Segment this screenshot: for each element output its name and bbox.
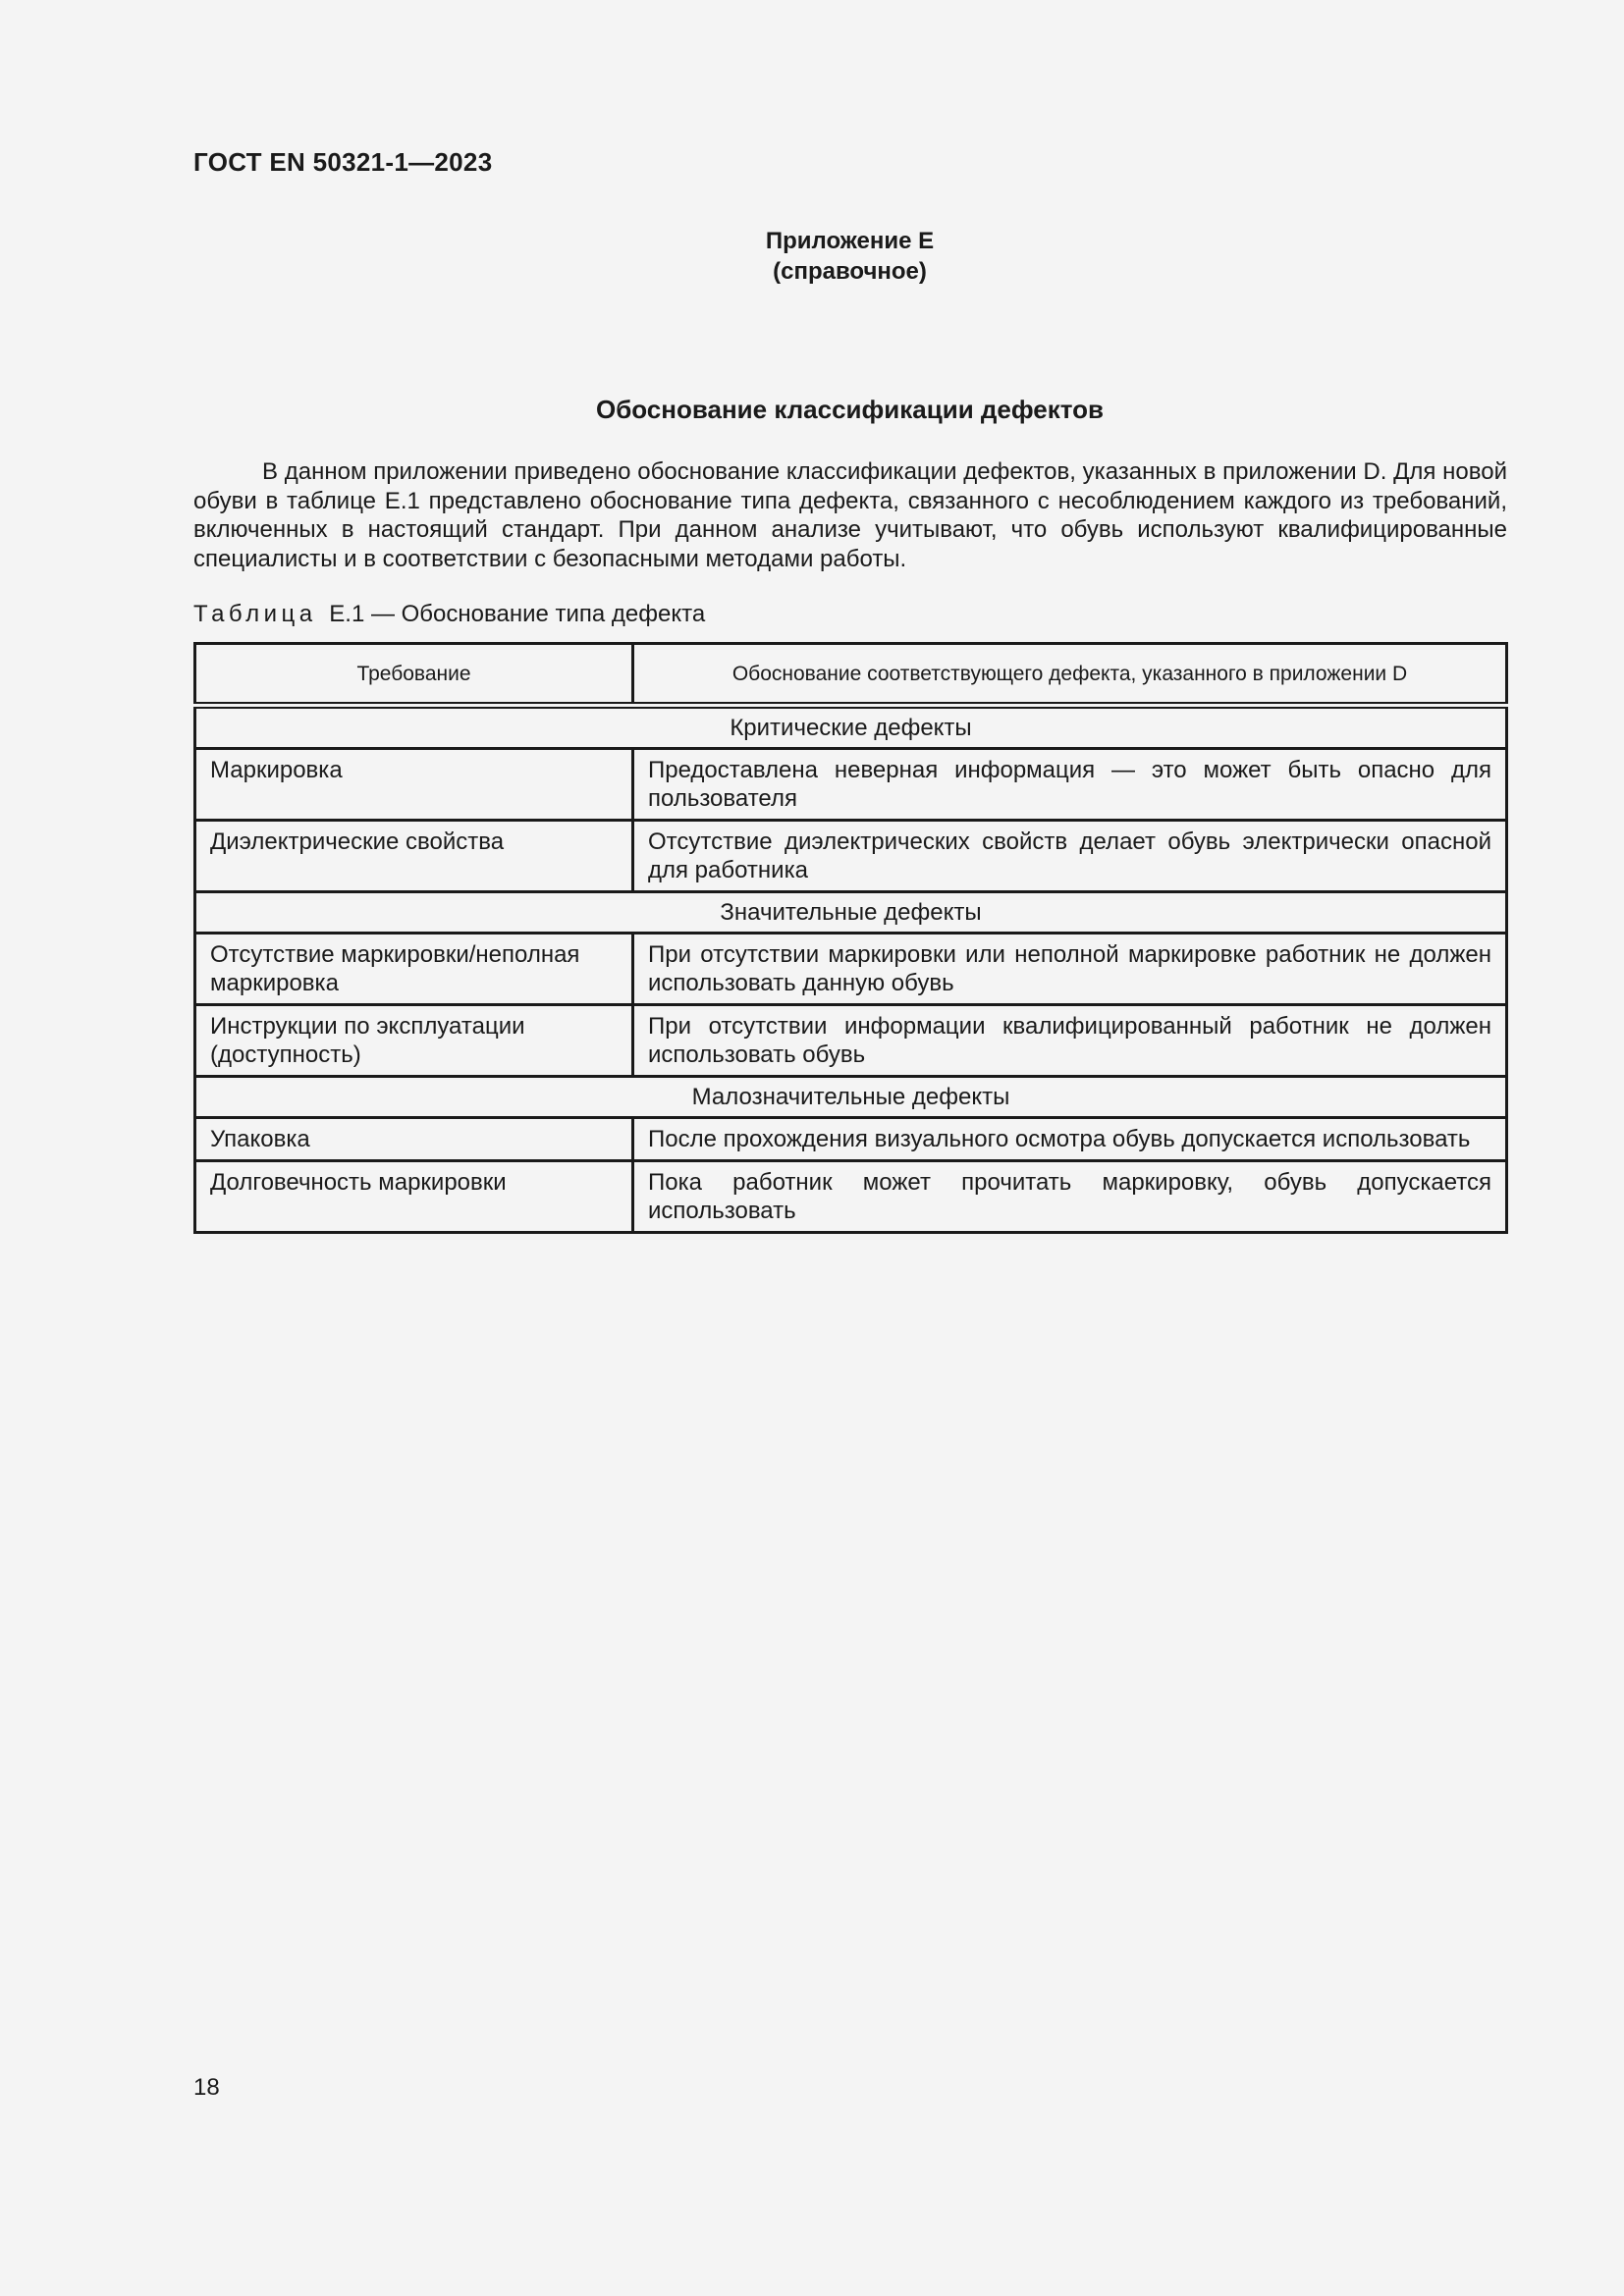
table-row — [195, 749, 1507, 821]
table-row — [195, 821, 1507, 892]
requirement-cell: Отсутствие маркировки/неполная маркировка — [195, 934, 633, 1005]
group-title-minor: Малозначительные дефекты — [195, 1077, 1507, 1118]
table-header-row — [195, 644, 1507, 706]
header-requirement: Требование — [195, 644, 633, 706]
page-number: 18 — [193, 2074, 220, 2101]
table-caption-text: E.1 — Обоснование типа дефекта — [329, 601, 706, 627]
group-row — [195, 892, 1507, 934]
justification-cell: При отсутствии информации квалифицированный работник не должен использовать обувь — [633, 1005, 1507, 1077]
table-row — [195, 1161, 1507, 1233]
requirement-cell: Инструкции по эксплуатации (доступность) — [195, 1005, 633, 1077]
group-row — [195, 1077, 1507, 1118]
requirement-cell: Диэлектрические свойства — [195, 821, 633, 892]
annex-status: (справочное) — [773, 258, 927, 285]
requirement-cell: Упаковка — [195, 1118, 633, 1161]
requirement-cell: Маркировка — [195, 749, 633, 821]
group-title-major: Значительные дефекты — [195, 892, 1507, 934]
table-row — [195, 1118, 1507, 1161]
justification-cell: При отсутствии маркировки или неполной маркировке работник не должен использовать данную обувь — [633, 934, 1507, 1005]
intro-paragraph: В данном приложении приведено обоснование классификации дефектов, указанных в приложении D. Для новой обуви в таблице E.1 представлено обоснование типа дефекта, связанного с несоблюдением каждого из требований, включенных в настоящий стандарт. При данном анализе учитывают, что обувь используют квалифицированные специалисты и в соответствии с безопасными методами работы. — [193, 458, 1507, 572]
group-title-critical: Критические дефекты — [195, 706, 1507, 749]
justification-cell: Отсутствие диэлектрических свойств делает обувь электрически опасной для работника — [633, 821, 1507, 892]
table-row — [195, 1005, 1507, 1077]
table-caption — [193, 601, 705, 628]
group-row — [195, 706, 1507, 749]
table-caption-label: Таблица — [193, 601, 317, 627]
table-row — [195, 934, 1507, 1005]
section-title: Обоснование классификации дефектов — [595, 395, 1105, 424]
justification-cell: Предоставлена неверная информация — это может быть опасно для пользователя — [633, 749, 1507, 821]
header-justification: Обоснование соответствующего дефекта, указанного в приложении D — [633, 644, 1507, 706]
justification-cell: Пока работник может прочитать маркировку, обувь допускается использовать — [633, 1161, 1507, 1233]
justification-cell: После прохождения визуального осмотра обувь допускается использовать — [633, 1118, 1507, 1161]
defects-table — [193, 642, 1508, 1234]
annex-title: Приложение E — [765, 228, 935, 254]
requirement-cell: Долговечность маркировки — [195, 1161, 633, 1233]
standard-code: ГОСТ EN 50321-1—2023 — [193, 147, 493, 177]
annex-heading — [193, 226, 1506, 287]
